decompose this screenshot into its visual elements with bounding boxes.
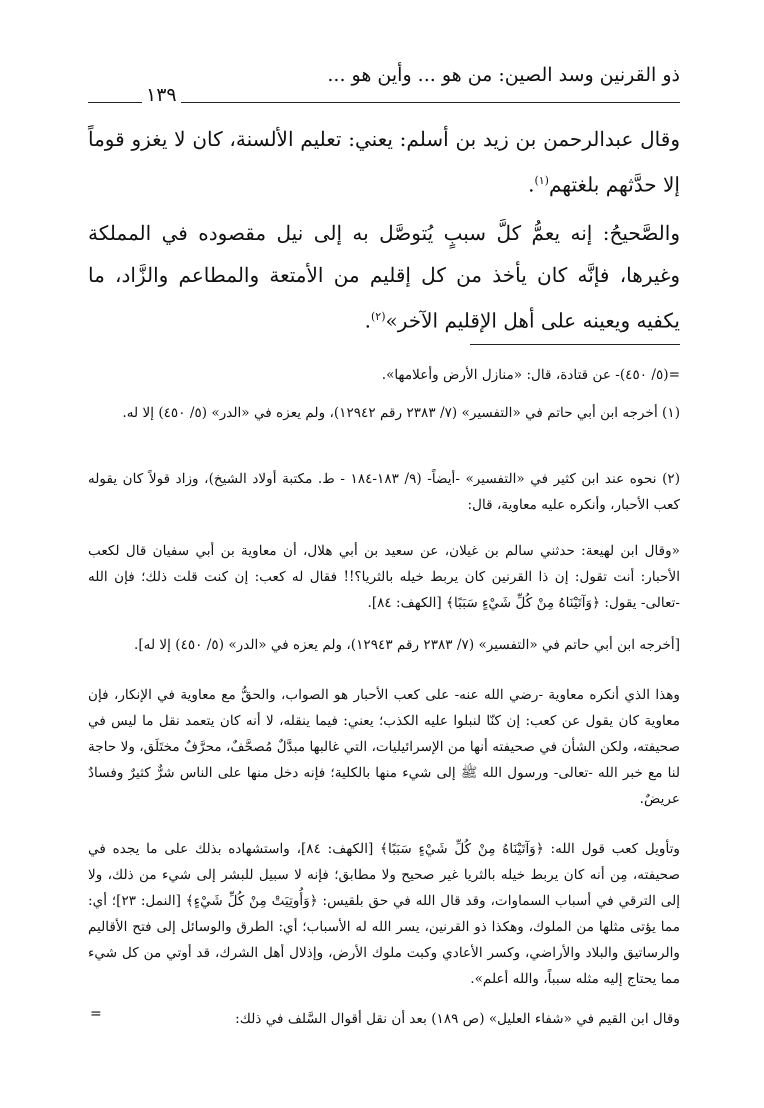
footnote-paragraph-1: وهذا الذي أنكره معاوية -رضي الله عنه- على كعب الأحبار هو الصواب، والحقُّ مع معاوية في الإنكار، فإن معاوية كان يقول عن كعب: إن كنّا لنبلوا عليه الكذب؛ يعني: فيما ينقله، لا أنه كان يتعمد نقل ما ليس في صحيفته، ولكن الشأن في صحيفته أنها من الإسرائيليات، التي غالبها مبدَّلٌ مُصحَّفٌ، محرَّفٌ مختَلَق، ولا حاجة لنا مع خبر الله -تعالى- ورسول الله ﷺ إلى شيء منها بالكلية؛ فإنه دخل منها على الناس شرٌّ كثيرٌ وفسادٌ عريضٌ. bbox=[88, 687, 680, 807]
footnote-2: (٢) نحوه عند ابن كثير في «التفسير» -أيضاً- (٩/ ١٨٣-١٨٤ - ط. مكتبة أولاد الشيخ)، وزاد قولاً كان يقوله كعب الأحبار، وأنكره عليه معاوية، قال: bbox=[88, 471, 680, 513]
footnote-quote: «وقال ابن لهيعة: حدثني سالم بن غيلان، عن سعيد بن أبي هلال، أن معاوية بن أبي سفيان قال لكعب الأحبار: أنت تقول: إن ذا القرنين كان يربط خيله بالثريا؟!! فقال له كعب: إن كنت قلت ذلك؛ فإن الله -تعالى- يقول: ﴿وَآتَيْنَاهُ مِنْ كُلِّ شَيْءٍ سَبَبًا﴾ [الكهف: ٨٤]. bbox=[88, 543, 680, 611]
footnote-1: (١) أخرجه ابن أبي حاتم في «التفسير» (٧/ ٢٣٨٣ رقم ١٢٩٤٢)، ولم يعزه في «الدر» (٥/ ٤٥٠) إلا له. bbox=[122, 405, 680, 421]
header-title: ذو القرنين وسد الصين: من هو ... وأين هو ... bbox=[327, 64, 680, 86]
footnote-last-line: وقال ابن القيم في «شفاء العليل» (ص ١٨٩) بعد أن نقل أقوال السَّلف في ذلك: bbox=[235, 1011, 680, 1027]
footnote-ref-2: (٢) bbox=[370, 310, 386, 323]
body-paragraph-2-text: والصَّحيحُ: إنه يعمُّ كلَّ سببٍ يُتوصَّل به إلى نيل مقصوده في المملكة وغيرها، فإنَّه كان يأخذ من كل إقليم من الأمتعة والمطاعم والزَّاد، ما يكفيه ويعينه على أهل الإقليم الآخر» bbox=[88, 221, 680, 333]
footnote-ref-1: (١) bbox=[534, 174, 549, 187]
page-number: ١٣٩ bbox=[142, 84, 181, 106]
running-header bbox=[88, 58, 680, 106]
footnote-continuation: =(٥/ ٤٥٠)- عن قتادة، قال: «منازل الأرض وأعلامها». bbox=[381, 367, 680, 383]
body-paragraph-2 bbox=[88, 212, 680, 342]
body-paragraph-1-end: . bbox=[528, 172, 535, 197]
body-paragraph-1 bbox=[88, 118, 680, 206]
continuation-mark: = bbox=[90, 1006, 102, 1022]
footnote-divider bbox=[470, 344, 680, 345]
body-paragraph-2-end: . bbox=[364, 308, 371, 333]
body-paragraph-1-text: وقال عبدالرحمن بن زيد بن أسلم: يعني: تعليم الألسنة، كان لا يغزو قوماً إلا حدَّثهم بلغتهم bbox=[88, 127, 680, 197]
footnote-paragraph-2: وتأويل كعب قول الله: ﴿وَآتَيْنَاهُ مِنْ كُلِّ شَيْءٍ سَبَبًا﴾ [الكهف: ٨٤]، واستشهاده بذلك على ما يجده في صحيفته، مِن أنه كان يربط خيله بالثريا غير صحيح ولا مطابق؛ فإنه لا سبيل للبشر إلى شيء من ذلك، ولا إلى الترقي في أسباب السماوات، وقد قال الله في حق بلقيس: ﴿وَأُوتِيَتْ مِنْ كُلِّ شَيْءٍ﴾ [النمل: ٢٣]؛ أي: مما يؤتى مثلها من الملوك، وهكذا ذو القرنين، يسر الله له الأسباب؛ أي: الطرق والوسائل إلى فتح الأقاليم والرساتيق والبلاد والأراضي، وكسر الأعادي وكبت ملوك الأرض، وإذلال أهل الشرك، قد أوتي من كل شيء مما يحتاج إليه مثله سبباً، والله أعلم». bbox=[88, 841, 680, 987]
footnote-bracket-source: [أخرجه ابن أبي حاتم في «التفسير» (٧/ ٢٣٨٣ رقم ١٢٩٤٣)، ولم يعزه في «الدر» (٥/ ٤٥٠) إلا له]. bbox=[134, 637, 680, 653]
